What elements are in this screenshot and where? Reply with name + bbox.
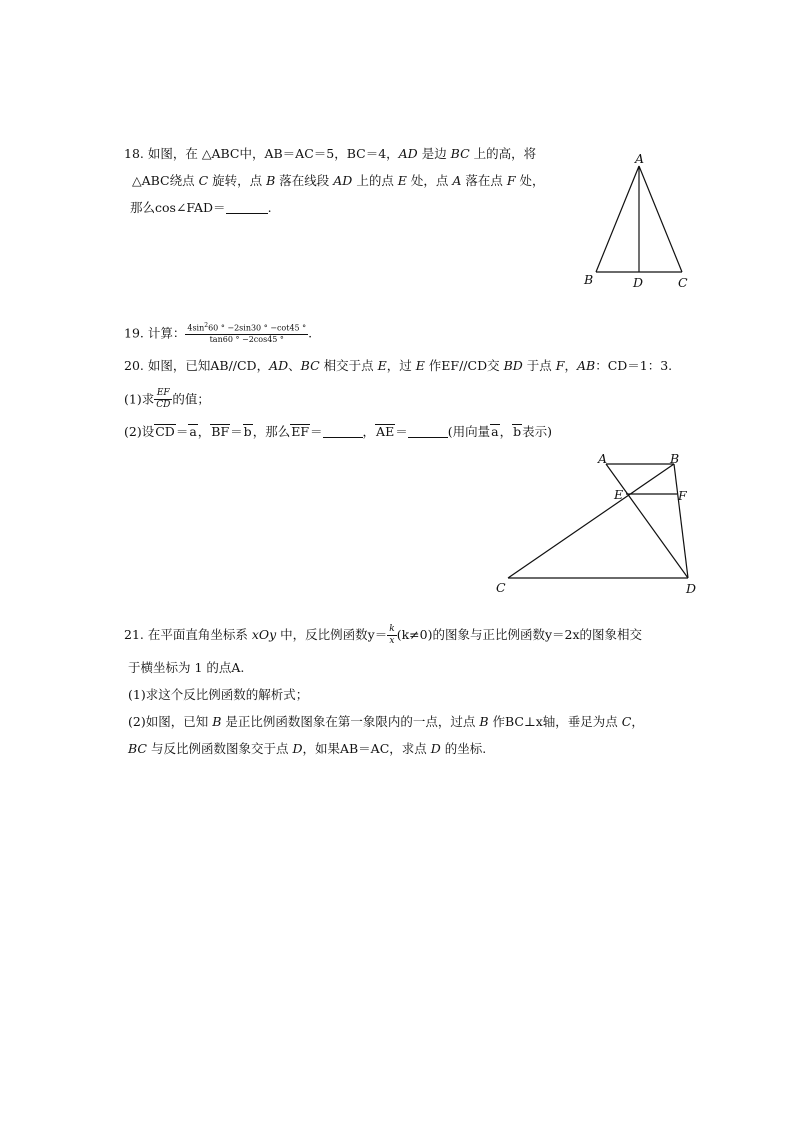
q19-fraction (185, 323, 308, 344)
fraction-denominator: tan60 ° −2cos45 ° (209, 334, 284, 344)
q20-var: E (377, 358, 387, 373)
q21-text: 的坐标. (440, 741, 487, 756)
q21-text: 作BC⊥x轴，垂足为点 (488, 714, 622, 729)
q20-text: ＝ (230, 424, 243, 439)
q21-var: B (212, 714, 222, 729)
label-C: C (496, 580, 506, 595)
q20-text: 表示) (522, 424, 552, 439)
q20-text: ， (362, 424, 376, 439)
q21-line-4 (128, 713, 644, 731)
q21-var: B (479, 714, 489, 729)
q18-var: BC (450, 146, 470, 161)
q20-var: AD (269, 358, 289, 373)
answer-blank[interactable] (323, 424, 363, 438)
q19-end: . (308, 325, 313, 341)
q18-var: AD (398, 146, 418, 161)
q21-text: (2)如图，已知 (128, 714, 213, 729)
q21-line-1 (124, 620, 642, 650)
q18-var: A (452, 173, 462, 188)
fraction-denominator: x (389, 636, 395, 646)
q21-text: 于横坐标为 1 的点A. (128, 660, 245, 675)
q21-var: xOy (251, 627, 277, 642)
segment-BC (508, 464, 674, 578)
q21-text: (1)求这个反比例函数的解析式； (128, 687, 309, 702)
q20-var: BD (503, 358, 523, 373)
q21-text: ， (631, 714, 644, 729)
q20-var: AB (576, 358, 596, 373)
q20-text: ，那么 (252, 424, 291, 439)
q20-text: (用向量 (447, 424, 491, 439)
q20-trapezoid-figure (490, 450, 710, 600)
q18-var: C (198, 173, 209, 188)
q18-triangle-figure (578, 150, 698, 295)
vector-CD: CD (155, 424, 175, 439)
q20-text: 、 (288, 358, 301, 373)
q20-text: 20. 如图，已知AB//CD， (124, 358, 270, 373)
q20-text: 于点 (522, 358, 556, 373)
q21-line-2 (128, 659, 244, 677)
label-A: A (598, 451, 608, 466)
num-sup: 2 (204, 322, 209, 330)
q19-line (124, 318, 312, 349)
answer-blank[interactable] (226, 200, 268, 214)
num-text: 60 ° −2sin30 ° −cot45 ° (208, 323, 307, 333)
q18-var: B (266, 173, 276, 188)
q18-line-2 (132, 172, 545, 190)
q20-text: 相交于点 (319, 358, 378, 373)
label-B: B (584, 272, 594, 287)
label-D: D (633, 275, 644, 290)
q21-line-5 (128, 740, 486, 758)
q18-text: 落在线段 (275, 173, 334, 188)
vector-a: a (491, 424, 499, 439)
q20-text: ， (197, 424, 211, 439)
answer-blank[interactable] (408, 424, 448, 438)
ef-over-cd-fraction (154, 389, 172, 410)
label-E: E (614, 487, 624, 502)
q20-text: ：CD＝1：3. (595, 358, 673, 373)
q20-text: ， (499, 424, 513, 439)
q18-text: 处， (515, 173, 545, 188)
q21-line-3 (128, 686, 308, 704)
q18-line-1 (124, 145, 536, 163)
q20-line-1 (124, 357, 672, 375)
q20-text: ＝ (175, 424, 189, 439)
q21-var: D (292, 741, 303, 756)
fraction-numerator: k (389, 624, 395, 634)
fraction-denominator: CD (156, 400, 171, 410)
label-A: A (635, 151, 645, 166)
vector-a: a (189, 424, 197, 439)
q18-text: 是边 (417, 146, 451, 161)
q20-var: E (415, 358, 425, 373)
vector-AE: AE (376, 424, 395, 439)
q21-text: ，如果AB＝AC，求点 (302, 741, 431, 756)
q19-prefix: 19. 计算： (124, 325, 186, 341)
vector-b: b (243, 424, 252, 439)
q20-var: F (555, 358, 565, 373)
q18-text: 上的点 (352, 173, 398, 188)
q21-text: (k≠0)的图象与正比例函数y＝2x的图象相交 (396, 627, 643, 642)
q18-var: AD (333, 173, 353, 188)
q21-text: 与反比例函数图象交于点 (146, 741, 293, 756)
vector-EF: EF (291, 424, 310, 439)
fraction-numerator (185, 323, 308, 335)
segment-AC (639, 166, 682, 272)
q18-text: 旋转，点 (208, 173, 267, 188)
segment-AB (596, 166, 639, 272)
q20-text: (2)设 (124, 424, 155, 439)
q18-text: 处，点 (406, 173, 453, 188)
q20-text: ＝ (395, 424, 408, 439)
q20-text: ，过 (386, 358, 416, 373)
q20-part-2 (124, 423, 552, 441)
label-C: C (678, 275, 688, 290)
q18-text: △ABC中，AB＝AC＝5，BC＝4， (201, 146, 399, 161)
q18-text: 18. 如图，在 (124, 146, 202, 161)
q20-text: 作EF//CD交 (424, 358, 504, 373)
q21-text: 是正比例函数图象在第一象限内的一点，过点 (221, 714, 480, 729)
q18-text: △ABC绕点 (132, 173, 199, 188)
q18-text: 那么cos∠FAD＝ (130, 200, 226, 215)
q18-var: E (397, 173, 407, 188)
label-F: F (678, 488, 687, 503)
q18-text: . (267, 200, 272, 215)
vector-BF: BF (211, 424, 230, 439)
q21-text: 21. 在平面直角坐标系 (124, 627, 252, 642)
q21-text: 中，反比例函数y＝ (276, 627, 388, 642)
num-text: 4sin (187, 323, 205, 333)
q18-text: 落在点 (461, 173, 507, 188)
q20-text: (1)求 (124, 391, 155, 407)
q18-line-3 (130, 199, 272, 217)
q20-text: ， (564, 358, 577, 373)
k-over-x-fraction (387, 625, 396, 646)
q20-part-1 (124, 385, 210, 414)
q20-text: 的值； (172, 391, 210, 407)
q18-var: F (506, 173, 516, 188)
q21-var: C (621, 714, 632, 729)
label-D: D (686, 581, 697, 596)
q20-text: ＝ (310, 424, 323, 439)
q20-var: BC (300, 358, 320, 373)
q18-text: 上的高，将 (469, 146, 537, 161)
q21-var: D (430, 741, 441, 756)
label-B: B (670, 451, 680, 466)
q21-var: BC (128, 741, 147, 756)
vector-b: b (513, 424, 522, 439)
fraction-numerator: EF (154, 389, 172, 400)
